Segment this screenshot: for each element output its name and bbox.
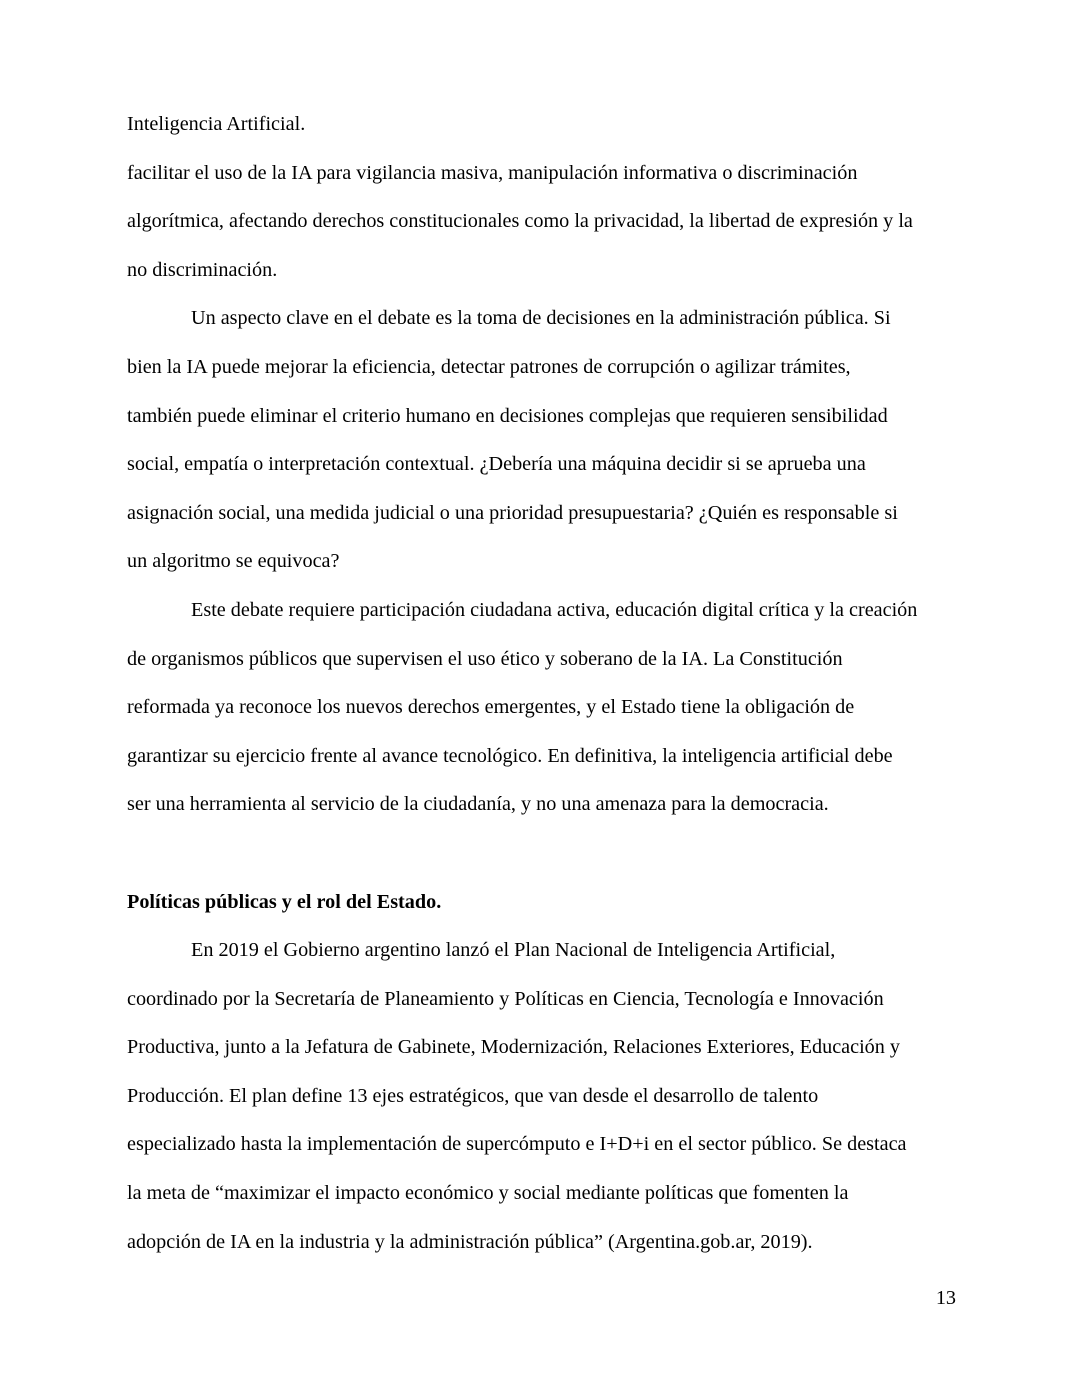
text-line: también puede eliminar el criterio humano en decisiones complejas que requieren sensibilidad bbox=[127, 404, 888, 427]
text-line: algorítmica, afectando derechos constitucionales como la privacidad, la libertad de expresión y la bbox=[127, 210, 913, 233]
text-line: bien la IA puede mejorar la eficiencia, detectar patrones de corrupción o agilizar trámites, bbox=[127, 355, 851, 378]
page-number: 13 bbox=[935, 1287, 956, 1309]
text-line: Productiva, junto a la Jefatura de Gabinete, Modernización, Relaciones Exteriores, Educación y bbox=[127, 1036, 901, 1059]
text-line: Producción. El plan define 13 ejes estratégicos, que van desde el desarrollo de talento bbox=[127, 1084, 819, 1107]
text-line: un algoritmo se equivoca? bbox=[127, 550, 340, 573]
text-line: Inteligencia Artificial. bbox=[127, 113, 306, 135]
paragraph-first-line: En 2019 el Gobierno argentino lanzó el Plan Nacional de Inteligencia Artificial, bbox=[191, 939, 836, 962]
text-line: garantizar su ejercicio frente al avance tecnológico. En definitiva, la inteligencia artificial debe bbox=[127, 744, 893, 767]
section-spacer bbox=[127, 829, 967, 878]
text-line: la meta de “maximizar el impacto económico y social mediante políticas que fomenten la bbox=[127, 1182, 849, 1205]
text-line: reformada ya reconoce los nuevos derechos emergentes, y el Estado tiene la obligación de bbox=[127, 696, 855, 719]
text-line: ser una herramienta al servicio de la ciudadanía, y no una amenaza para la democracia. bbox=[127, 793, 829, 816]
text-line: coordinado por la Secretaría de Planeamiento y Políticas en Ciencia, Tecnología e Innovación bbox=[127, 987, 884, 1010]
text-line: asignación social, una medida judicial o una prioridad presupuestaria? ¿Quién es responsable si bbox=[127, 501, 898, 524]
paragraph-first-line: Un aspecto clave en el debate es la toma de decisiones en la administración pública. Si bbox=[191, 307, 891, 330]
text-line: no discriminación. bbox=[127, 258, 278, 281]
text-line: especializado hasta la implementación de supercómputo e I+D+i en el sector público. Se destaca bbox=[127, 1133, 907, 1156]
text-line: social, empatía o interpretación contextual. ¿Debería una máquina decidir si se aprueba una bbox=[127, 453, 866, 476]
text-line: de organismos públicos que supervisen el uso ético y soberano de la IA. La Constitución bbox=[127, 647, 843, 670]
document-body bbox=[127, 100, 967, 1266]
text-line: adopción de IA en la industria y la administración pública” (Argentina.gob.ar, 2019). bbox=[127, 1230, 813, 1253]
text-line: facilitar el uso de la IA para vigilancia masiva, manipulación informativa o discriminación bbox=[127, 161, 858, 184]
paragraph-first-line: Este debate requiere participación ciudadana activa, educación digital crítica y la creación bbox=[191, 598, 918, 621]
section-heading: Políticas públicas y el rol del Estado. bbox=[127, 890, 442, 913]
